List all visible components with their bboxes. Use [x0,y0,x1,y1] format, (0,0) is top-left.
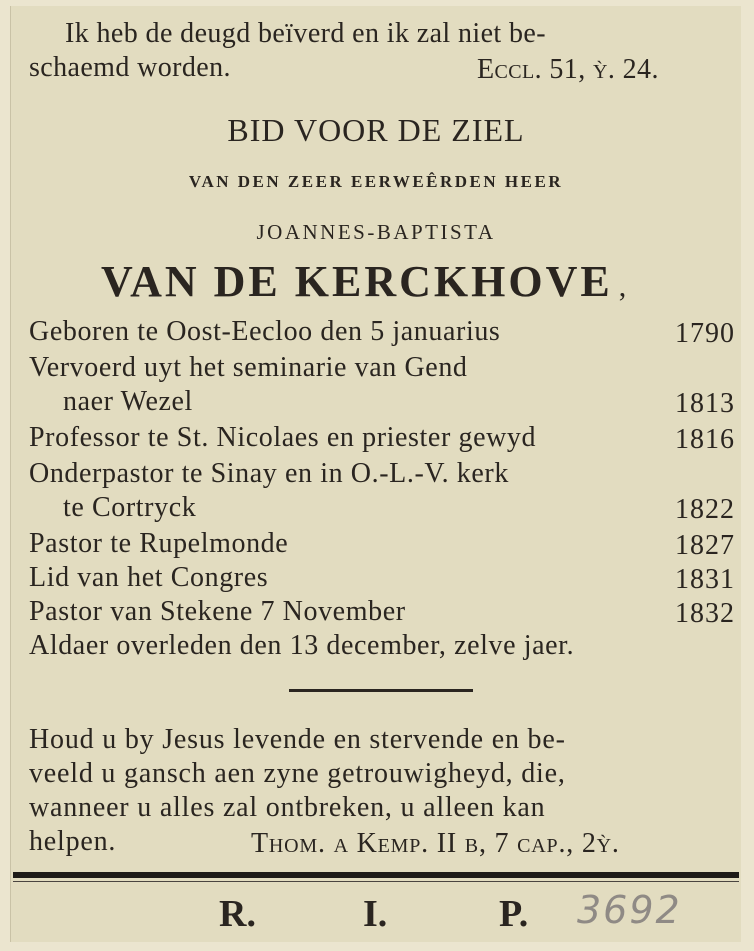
bio-year-rupelmonde: 1827 [675,530,735,561]
rip-i: I. [363,893,388,935]
bio-line-death: Aldaer overleden den 13 december, zelve jaer. [29,630,575,661]
prayer-reference: Thom. a Kemp. II b, 7 cap., 2ỳ. [251,828,620,859]
epigraph-line-1: Ik heb de deugd beïverd en ik zal niet be- [65,18,546,49]
footer-rule-thin [13,881,739,882]
bio-year-professor: 1816 [675,424,735,455]
bio-line-congres: Lid van het Congres [29,562,269,593]
prayer-line-4: helpen. [29,826,117,857]
bio-year-seminary: 1813 [675,388,735,419]
bio-line-underpastor: Onderpastor te Sinay en in O.-L.-V. kerk [29,458,509,489]
prayer-line-3: wanneer u alles zal ontbreken, u alleen kan [29,792,546,823]
bio-line-rupelmonde: Pastor te Rupelmonde [29,528,289,559]
prayer-line-1: Houd u by Jesus levende en stervende en be- [29,724,566,755]
surname: VAN DE KERCKHOVE [101,257,613,306]
rip-p: P. [499,893,529,935]
bio-year-birth: 1790 [675,318,735,349]
bio-line-underpastor-cont: te Cortryck [63,492,197,523]
bio-year-stekene: 1832 [675,598,735,629]
epigraph-line-2: schaemd worden. [29,52,231,83]
bio-year-congres: 1831 [675,564,735,595]
prayer-line-2: veeld u gansch aen zyne getrouwigheyd, die, [29,758,566,789]
bio-line-birth: Geboren te Oost-Eecloo den 5 januarius [29,316,501,347]
footer-rule-thick [13,872,739,878]
surname-comma: , [618,270,627,303]
given-names: JOANNES-BAPTISTA [256,220,496,244]
bio-line-professor: Professor te St. Nicolaes en priester gewyd [29,422,537,453]
divider-rule [289,689,473,692]
surname-block [101,256,626,307]
epigraph-reference: Eccl. 51, ỳ. 24. [477,54,659,85]
rip-r: R. [219,893,256,935]
bio-line-stekene: Pastor van Stekene 7 November [29,596,406,627]
bio-year-underpastor: 1822 [675,494,735,525]
card-subtitle: VAN DEN ZEER EERWEÊRDEN HEER [188,172,564,191]
bio-line-seminary-cont: naer Wezel [63,386,193,417]
bio-line-seminary: Vervoerd uyt het seminarie van Gend [29,352,468,383]
handwritten-number: 3692 [577,888,682,932]
memorial-card [10,6,741,942]
card-title: BID VOOR DE ZIEL [227,112,525,148]
